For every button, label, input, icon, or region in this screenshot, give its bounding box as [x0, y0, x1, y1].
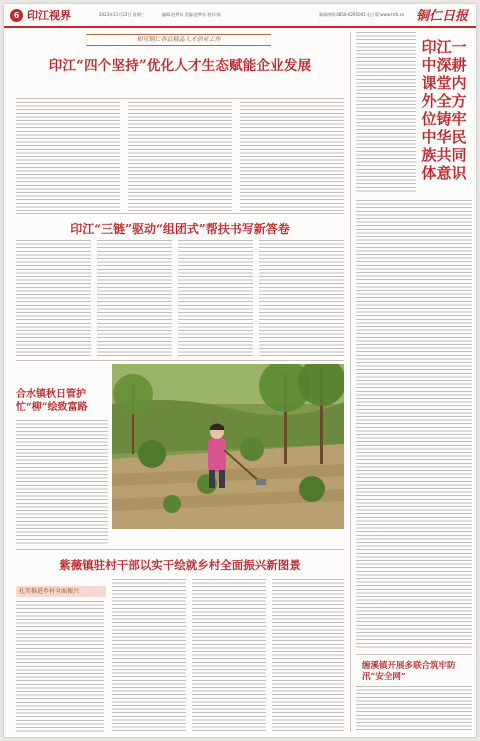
- article-4-col-3: [192, 579, 266, 733]
- lead-article-col-3: [240, 102, 344, 212]
- divider: [16, 549, 344, 550]
- side-article-col-a: [356, 32, 416, 192]
- article-4-col-2: [112, 579, 186, 733]
- lead-article-col-1: [16, 102, 120, 212]
- photo-image: [112, 364, 344, 529]
- article-3-col-1: [16, 420, 108, 546]
- article-4-col-1: [16, 601, 104, 733]
- divider: [16, 213, 344, 214]
- lead-headline: 印江“四个坚持”优化人才生态赋能企业发展: [48, 58, 312, 74]
- side-headline: 印江一中深耕课堂内外全方位铸牢中华民族共同体意识: [421, 38, 467, 182]
- article-4-col-4: [272, 579, 344, 733]
- editor-line: 编辑:赵梦东 美编:赵梦东 校对:杨: [162, 12, 221, 17]
- article-2-col-4: [259, 240, 344, 358]
- field-photo: [112, 364, 344, 529]
- article-3-headline: 合水镇秋日管护忙“柳”绘致富路: [16, 389, 88, 413]
- article-2-headline: 印江“三链”驱动“组团式”帮扶书写新答卷: [70, 222, 290, 236]
- kicker-strip: [86, 34, 271, 46]
- kicker-text: 相见铜仁各县精品人才创业工作: [136, 36, 221, 43]
- paper-logo: 铜仁日报: [415, 9, 468, 24]
- section-title: 印江视界: [27, 9, 71, 22]
- contact-line: 新闻热线:0856-6295001 电子版:www.trrb.cn: [319, 12, 405, 17]
- lead-article-header: [16, 30, 344, 99]
- divider: [356, 654, 472, 655]
- masthead: [4, 4, 476, 28]
- side-article-col-b: [356, 200, 472, 650]
- newspaper-page: [4, 4, 476, 737]
- right-bottom-headline: 缠溪镇开展多联合筑牢防汛“安全网”: [362, 661, 456, 682]
- article-4-subhead-box: [16, 586, 106, 597]
- article-2-col-2: [97, 240, 172, 358]
- article-4-subhead: 扎实推进乡村全面振兴: [19, 588, 80, 595]
- date-line: 2023年11月22日 星期三: [99, 12, 145, 17]
- article-2-col-3: [178, 240, 253, 358]
- lead-article-col-2: [128, 102, 232, 212]
- divider: [16, 360, 344, 361]
- column-divider: [350, 32, 351, 732]
- page-number-badge: 6: [10, 9, 23, 22]
- right-bottom-text: [356, 686, 472, 733]
- article-2-col-1: [16, 240, 91, 358]
- article-4-headline: 紫薇镇驻村干部以实干绘就乡村全面振兴新图景: [59, 558, 301, 572]
